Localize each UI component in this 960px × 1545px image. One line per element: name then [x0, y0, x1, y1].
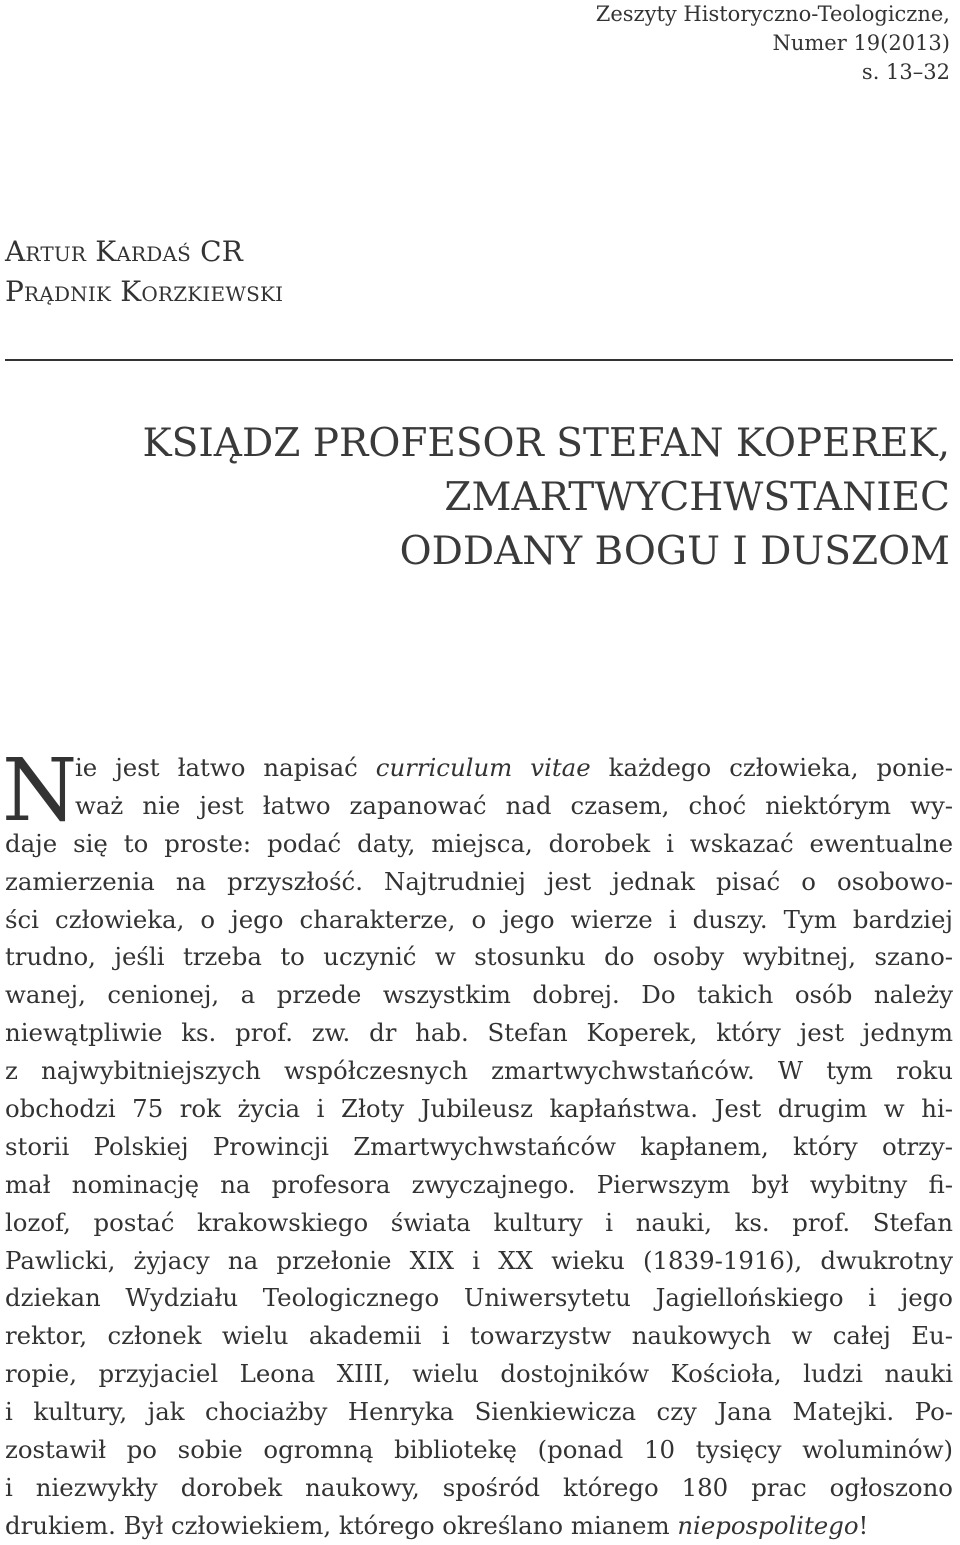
text-line: trudno, jeśli trzeba to uczynić w stosunku do osoby wybitnej, szano-: [5, 942, 953, 972]
text-span: drukiem. Był człowiekiem, którego określano mianem: [5, 1510, 678, 1540]
text-line: [5, 749, 953, 787]
text-line: niewątpliwie ks. prof. zw. dr hab. Stefan Koperek, który jest jednym: [5, 1018, 953, 1048]
text-line: lozof, postać krakowskiego świata kultury i nauki, ks. prof. Stefan: [5, 1207, 953, 1237]
article-title: [143, 417, 950, 579]
text-line: Pawlicki, żyjacy na przełonie XIX i XX wieku (1839-1916), dwukrotny: [5, 1245, 953, 1275]
text-line: wanej, cenionej, a przede wszystkim dobrej. Do takich osób należy: [5, 980, 953, 1010]
article-body: [5, 749, 953, 1545]
text-span: ie jest łatwo napisać: [75, 753, 376, 782]
text-span: !: [858, 1510, 869, 1540]
text-line: rektor, członek wielu akademii i towarzystw naukowych w całej Eu-: [5, 1321, 953, 1351]
title-divider: [5, 359, 953, 361]
text-line: zamierzenia na przyszłość. Najtrudniej jest jednak pisać o osobowo-: [5, 866, 953, 896]
author-list: [5, 232, 283, 312]
text-line: daje się to proste: podać daty, miejsca, dorobek i wskazać ewentualne: [5, 828, 953, 858]
journal-name: Zeszyty Historyczno-Teologiczne,: [595, 2, 950, 26]
text-line: ropie, przyjaciel Leona XIII, wielu dostojników Kościoła, ludzi nauki: [5, 1359, 953, 1389]
text-line: obchodzi 75 rok życia i Złoty Jubileusz kapłaństwa. Jest drugim w hi-: [5, 1094, 953, 1124]
text-line: waż nie jest łatwo zapanować nad czasem, choć niektórym wy-: [75, 790, 953, 820]
title-line: ZMARTWYCHWSTANIEC: [444, 475, 950, 520]
title-line: KSIĄDZ PROFESOR STEFAN KOPEREK,: [142, 421, 950, 466]
text-line: i kultury, jak chociażby Henryka Sienkiewicza czy Jana Matejki. Po-: [5, 1397, 953, 1427]
text-line: [5, 1507, 953, 1545]
text-line: i niezwykły dorobek naukowy, spośród którego 180 prac ogłoszono: [5, 1472, 953, 1502]
text-line: dziekan Wydziału Teologicznego Uniwersytetu Jagiellońskiego i jego: [5, 1283, 953, 1313]
journal-issue: Numer 19(2013): [772, 31, 950, 55]
text-line: zostawił po sobie ogromną bibliotekę (ponad 10 tysięcy woluminów): [5, 1435, 953, 1465]
author-name: Artur Kardaś CR: [5, 235, 244, 268]
text-span: każdego człowieka, ponie-: [590, 753, 953, 782]
journal-header: [596, 0, 950, 87]
text-line: ści człowieka, o jego charakterze, o jego wierze i duszy. Tym bardziej: [5, 904, 953, 934]
italic-term: niepospolitego: [677, 1510, 859, 1540]
text-line: storii Polskiej Prowincji Zmartwychwstańców kapłanem, który otrzy-: [5, 1131, 953, 1161]
italic-term: curriculum vitae: [375, 753, 591, 782]
text-line: z najwybitniejszych współczesnych zmartwychwstańców. W tym roku: [5, 1056, 953, 1086]
drop-cap: N: [2, 741, 78, 841]
journal-pages: s. 13–32: [861, 60, 950, 84]
text-line: mał nominację na profesora zwyczajnego. Pierwszym był wybitny fi-: [5, 1169, 953, 1199]
title-line: ODDANY BOGU I DUSZOM: [399, 529, 950, 574]
author-name: Prądnik Korzkiewski: [5, 275, 284, 308]
